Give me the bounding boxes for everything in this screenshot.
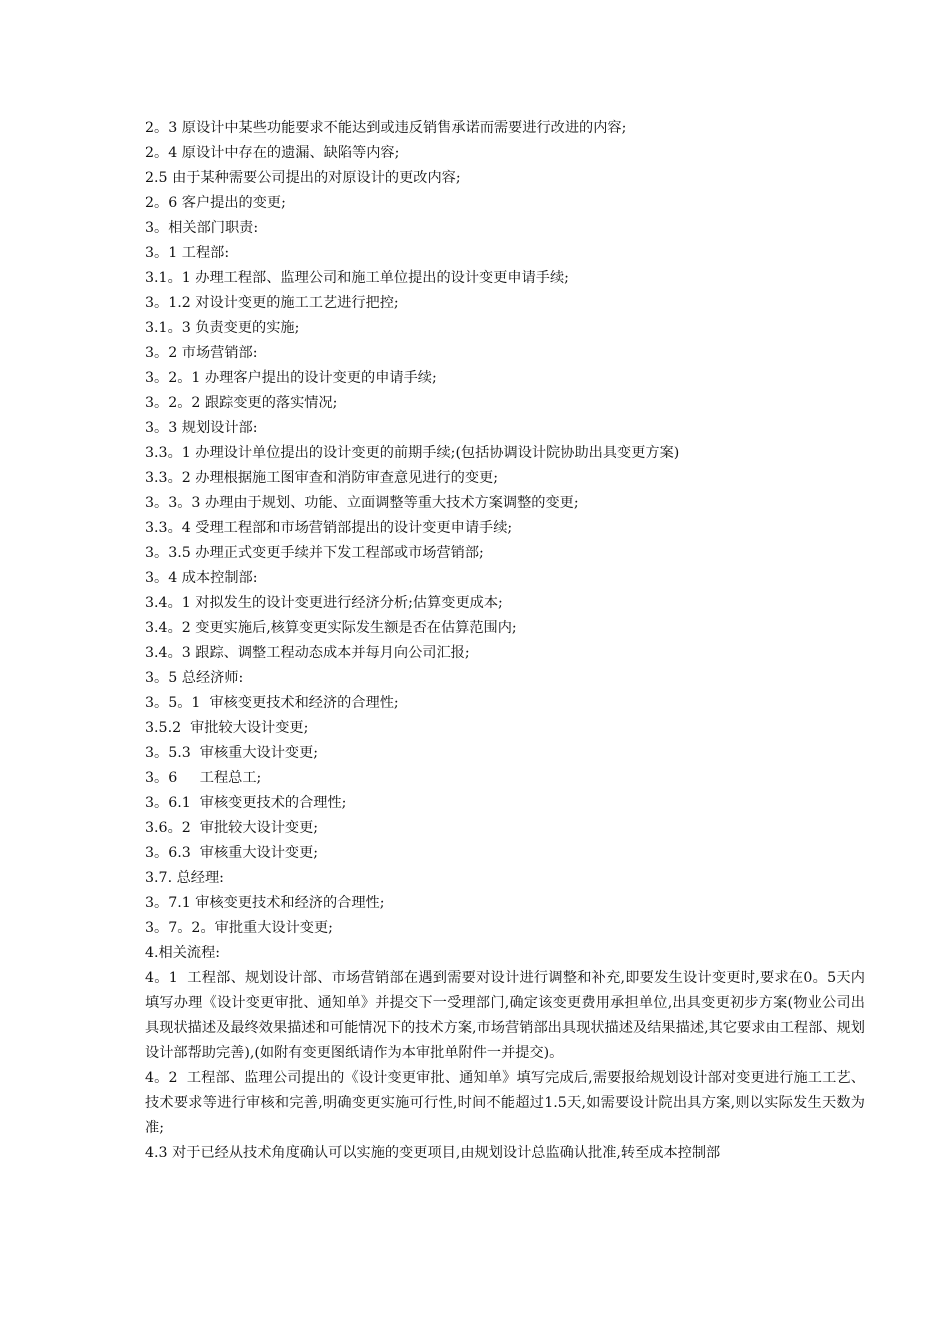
process-paragraph: 4。2 工程部、监理公司提出的《设计变更审批、通知单》填写完成后,需要报给规划设计部对变更进行施工工艺、技术要求等进行审核和完善,明确变更实施可行性,时间不能超过1.5天,如需要设计院出具方案,则以实际发生天数为准; bbox=[145, 1070, 865, 1136]
subsection-heading: 3。2 市场营销部: bbox=[145, 345, 258, 361]
text-line: 3.3。4 受理工程部和市场营销部提出的设计变更申请手续; bbox=[145, 520, 513, 536]
subsection-heading: 3。4 成本控制部: bbox=[145, 570, 258, 586]
text-line: 3.3。2 办理根据施工图审查和消防审查意见进行的变更; bbox=[145, 470, 499, 486]
text-line: 3。3。3 办理由于规划、功能、立面调整等重大技术方案调整的变更; bbox=[145, 495, 579, 511]
document-page bbox=[145, 116, 865, 1166]
text-line: 3.4。3 跟踪、调整工程动态成本并每月向公司汇报; bbox=[145, 645, 470, 661]
text-line: 3。3.5 办理正式变更手续并下发工程部或市场营销部; bbox=[145, 545, 484, 561]
text-line: 3。5.3 审核重大设计变更; bbox=[145, 745, 319, 761]
process-paragraph: 4。1 工程部、规划设计部、市场营销部在遇到需要对设计进行调整和补充,即要发生设计变更时,要求在0。5天内填写办理《设计变更审批、通知单》并提交下一受理部门,确定该变更费用承担单位,出具变更初步方案(物业公司出具现状描述及最终效果描述和可能情况下的技术方案,市场营销部出具现状描述及结果描述,其它要求由工程部、规划设计部帮助完善),(如附有变更图纸请作为本审批单附件一并提交)。 bbox=[145, 970, 865, 1061]
subsection-heading: 3。1 工程部: bbox=[145, 245, 230, 261]
text-line: 2.5 由于某种需要公司提出的对原设计的更改内容; bbox=[145, 170, 461, 186]
text-line: 3。6.1 审核变更技术的合理性; bbox=[145, 795, 347, 811]
text-line: 3.1。3 负责变更的实施; bbox=[145, 320, 300, 336]
text-line: 3。2。2 跟踪变更的落实情况; bbox=[145, 395, 338, 411]
text-line: 3。6.3 审核重大设计变更; bbox=[145, 845, 319, 861]
subsection-heading: 3。3 规划设计部: bbox=[145, 420, 258, 436]
text-line: 3.1。1 办理工程部、监理公司和施工单位提出的设计变更申请手续; bbox=[145, 270, 569, 286]
text-line: 3.5.2 审批较大设计变更; bbox=[145, 720, 309, 736]
text-line: 3.4。2 变更实施后,核算变更实际发生额是否在估算范围内; bbox=[145, 620, 517, 636]
subsection-heading: 3。5 总经济师: bbox=[145, 670, 244, 686]
section-heading: 4.相关流程: bbox=[145, 945, 221, 961]
subsection-heading: 3.7. 总经理: bbox=[145, 870, 224, 886]
text-line: 3。2。1 办理客户提出的设计变更的申请手续; bbox=[145, 370, 437, 386]
text-line: 2。3 原设计中某些功能要求不能达到或违反销售承诺而需要进行改进的内容; bbox=[145, 120, 627, 136]
text-line: 3。5。1 审核变更技术和经济的合理性; bbox=[145, 695, 399, 711]
subsection-heading: 3。6 工程总工; bbox=[145, 770, 262, 786]
text-line: 3.3。1 办理设计单位提出的设计变更的前期手续;(包括协调设计院协助出具变更方案) bbox=[145, 445, 680, 461]
text-line: 2。4 原设计中存在的遗漏、缺陷等内容; bbox=[145, 145, 400, 161]
text-line: 3。1.2 对设计变更的施工工艺进行把控; bbox=[145, 295, 399, 311]
text-line: 3。7。2。审批重大设计变更; bbox=[145, 920, 333, 936]
text-line: 3.4。1 对拟发生的设计变更进行经济分析;估算变更成本; bbox=[145, 595, 503, 611]
text-line: 2。6 客户提出的变更; bbox=[145, 195, 286, 211]
text-line: 3。7.1 审核变更技术和经济的合理性; bbox=[145, 895, 385, 911]
text-line: 3.6。2 审批较大设计变更; bbox=[145, 820, 319, 836]
section-heading: 3。相关部门职责: bbox=[145, 220, 259, 236]
process-paragraph: 4.3 对于已经从技术角度确认可以实施的变更项目,由规划设计总监确认批准,转至成本控制部 bbox=[145, 1145, 721, 1161]
